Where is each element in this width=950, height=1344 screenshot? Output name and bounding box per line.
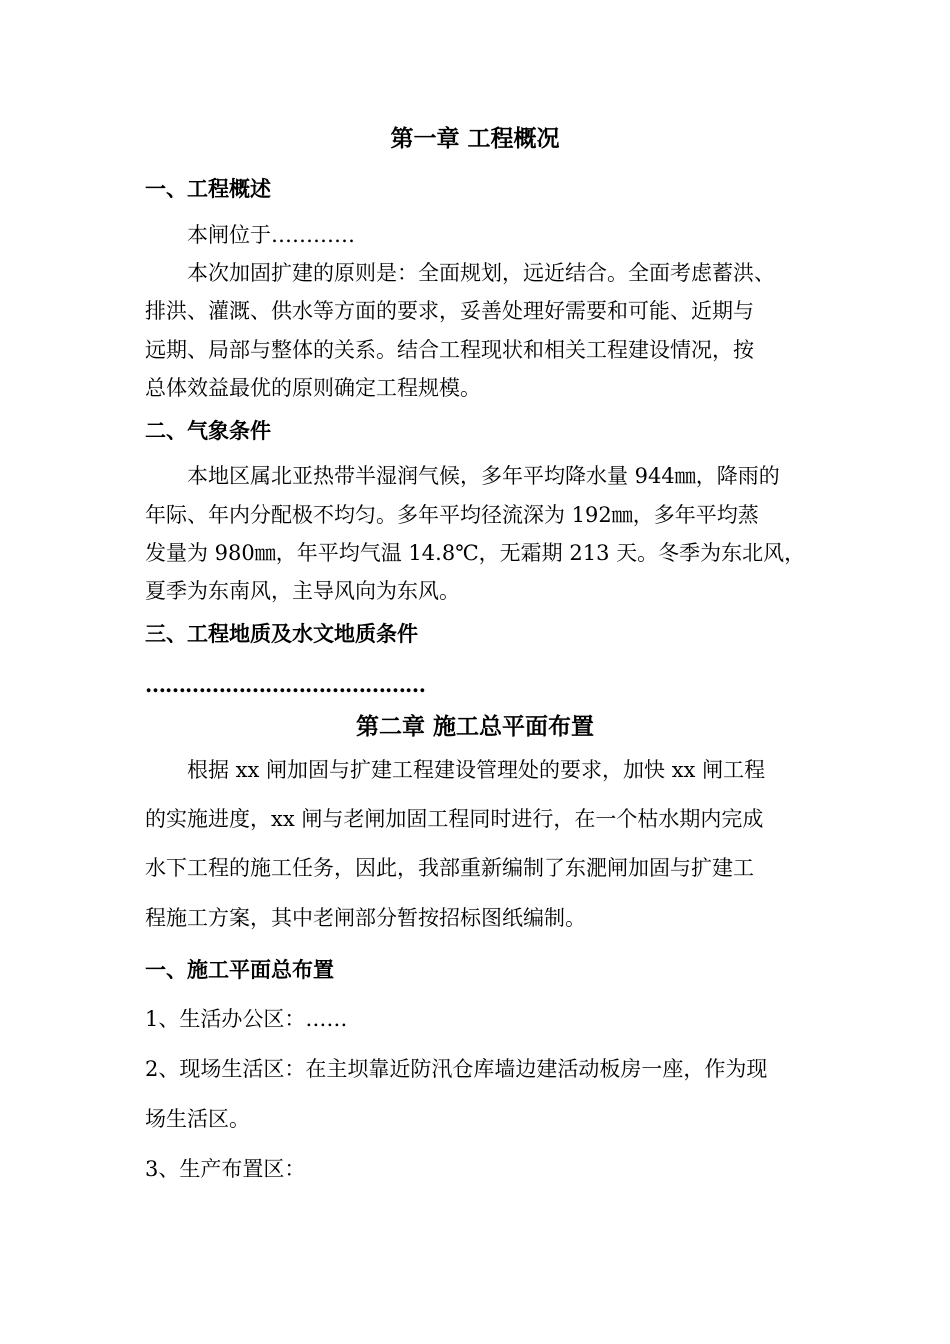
- paragraph-line: 远期、局部与整体的关系。结合工程现状和相关工程建设情况，按: [145, 338, 754, 362]
- paragraph-line: 本闸位于…………: [187, 223, 355, 247]
- list-item: 3、生产布置区：: [145, 1157, 306, 1181]
- paragraph-line: 发量为 980㎜，年平均气温 14.8℃，无霜期 213 天。冬季为东北风，: [145, 541, 806, 565]
- ellipsis-placeholder: ……………………………………: [145, 672, 425, 697]
- list-item: 2、现场生活区：在主坝靠近防汛仓库墙边建活动板房一座，作为现: [145, 1057, 768, 1081]
- section-1-3-heading: 三、工程地质及水文地质条件: [145, 622, 418, 646]
- section-2-1-heading: 一、施工平面总布置: [145, 958, 334, 982]
- section-1-1-heading: 一、工程概述: [145, 177, 271, 201]
- chapter-1-title: 第一章 工程概况: [390, 126, 560, 152]
- section-1-2-heading: 二、气象条件: [145, 419, 271, 443]
- paragraph-line: 水下工程的施工任务，因此，我部重新编制了东淝闸加固与扩建工: [145, 856, 754, 880]
- chapter-2-title: 第二章 施工总平面布置: [355, 714, 594, 740]
- list-item: 场生活区。: [145, 1107, 250, 1131]
- paragraph-line: 程施工方案，其中老闸部分暂按招标图纸编制。: [145, 906, 586, 930]
- paragraph-line: 排洪、灌溉、供水等方面的要求，妥善处理好需要和可能、近期与: [145, 299, 754, 323]
- paragraph-line: 年际、年内分配极不均匀。多年平均径流深为 192㎜，多年平均蒸: [145, 503, 759, 527]
- paragraph-line: 本地区属北亚热带半湿润气候，多年平均降水量 944㎜，降雨的: [187, 464, 780, 488]
- paragraph-line: 的实施进度，xx 闸与老闸加固工程同时进行，在一个枯水期内完成: [145, 807, 764, 831]
- paragraph-line: 本次加固扩建的原则是：全面规划，远近结合。全面考虑蓄洪、: [187, 261, 775, 285]
- paragraph-line: 根据 xx 闸加固与扩建工程建设管理处的要求，加快 xx 闸工程: [187, 758, 766, 782]
- list-item: 1、生活办公区：……: [145, 1007, 348, 1031]
- paragraph-line: 总体效益最优的原则确定工程规模。: [145, 376, 481, 400]
- paragraph-line: 夏季为东南风，主导风向为东风。: [145, 579, 460, 603]
